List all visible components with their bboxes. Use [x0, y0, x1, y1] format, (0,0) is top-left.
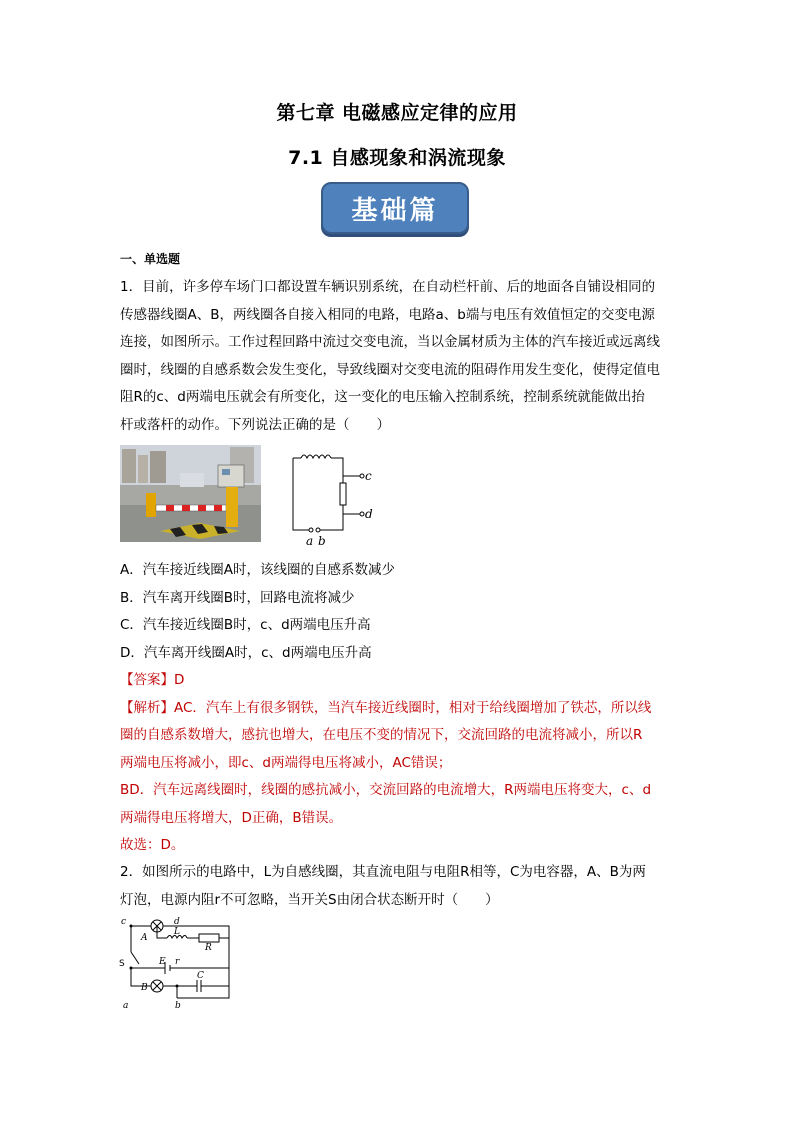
- label-lamp-a: A: [141, 933, 148, 943]
- inductor-coil: [301, 455, 331, 458]
- label-switch: S: [119, 959, 125, 969]
- label-b: b: [318, 534, 326, 548]
- parking-gate-photo-drawing: [120, 445, 261, 542]
- q2-circuit-diagram: [119, 914, 237, 1010]
- label-inductor: L: [174, 927, 180, 937]
- conclusion: 故选：D。: [120, 837, 185, 853]
- question-1: [120, 274, 678, 439]
- analysis-line: BD．汽车远离线圈时，线圈的感抗减小，交流回路的电流增大，R两端电压将变大，c、d: [120, 782, 652, 798]
- battery: [165, 962, 170, 974]
- analysis-line: 两端电压将减小，即c、d两端得电压将减小，AC错误；: [120, 754, 452, 771]
- q1-line: 圈时，线圈的自感系数会发生变化，导致线圈对交变电流的阻碍作用发生变化，使得定值电: [120, 361, 660, 378]
- resistor: [199, 934, 219, 942]
- label-a: a: [306, 534, 314, 548]
- section-label: 一、单选题: [120, 252, 181, 266]
- switch-s: [131, 952, 139, 964]
- q1-line: 阻R的c、d两端电压就会有所变化，这一变化的电压输入控制系统，控制系统就能做出抬: [120, 389, 645, 405]
- analysis-line: 【解析】AC．汽车上有很多钢铁，当汽车接近线圈时，相对于给线圈增加了铁芯，所以线: [120, 699, 652, 716]
- capacitor: [197, 980, 201, 992]
- label-d: d: [365, 507, 373, 521]
- option-d: D．汽车离开线圈A时，c、d两端电压升高: [120, 644, 372, 661]
- q1-circuit-diagram: [285, 448, 395, 548]
- option-c: C．汽车接近线圈B时，c、d两端电压升高: [120, 617, 371, 633]
- q1-options-and-analysis: [120, 557, 678, 860]
- analysis-line: 两端得电压将增大，D正确，B错误。: [120, 809, 343, 826]
- section-title: 7.1 自感现象和涡流现象: [288, 147, 506, 169]
- chapter-title: 第七章 电磁感应定律的应用: [276, 102, 518, 124]
- q1-line: 连接，如图所示。工作过程回路中流过交变电流，当以金属材质为主体的汽车接近或远离线: [120, 334, 660, 350]
- label-c: c: [365, 469, 372, 483]
- label-internal-resistance: r: [175, 957, 180, 967]
- q2-line: 2．如图所示的电路中，L为自感线圈，其直流电阻与电阻R相等，C为电容器，A、B为两: [120, 864, 646, 880]
- level-badge: 基础篇: [321, 182, 469, 234]
- label-d: d: [174, 917, 180, 927]
- label-c: c: [121, 917, 127, 927]
- question-2: [120, 859, 678, 914]
- q1-line: 1．目前，许多停车场门口都设置车辆识别系统，在自动栏杆前、后的地面各自铺设相同的: [120, 279, 656, 295]
- option-a: A．汽车接近线圈A时，该线圈的自感系数减少: [120, 562, 395, 578]
- resistor: [340, 483, 346, 505]
- analysis-line: 圈的自感系数增大，感抗也增大，在电压不变的情况下，交流回路的电流将减小，所以R: [120, 727, 643, 743]
- option-b: B．汽车离开线圈B时，回路电流将减少: [120, 589, 355, 606]
- answer: 【答案】D: [120, 672, 185, 688]
- label-lamp-b: B: [141, 983, 148, 993]
- label-resistor: R: [205, 943, 212, 953]
- label-b: b: [175, 1001, 181, 1010]
- label-capacitor: C: [197, 971, 204, 981]
- q1-line: 杆或落杆的动作。下列说法正确的是（ ）: [120, 416, 390, 433]
- q2-line: 灯泡，电源内阻r不可忽略，当开关S由闭合状态断开时（ ）: [120, 891, 499, 908]
- label-emf: E: [159, 957, 166, 967]
- label-a: a: [123, 1001, 129, 1010]
- parking-gate-photo: [120, 445, 261, 542]
- q1-line: 传感器线圈A、B，两线圈各自接入相同的电路，电路a、b端与电压有效值恒定的交变电源: [120, 306, 655, 323]
